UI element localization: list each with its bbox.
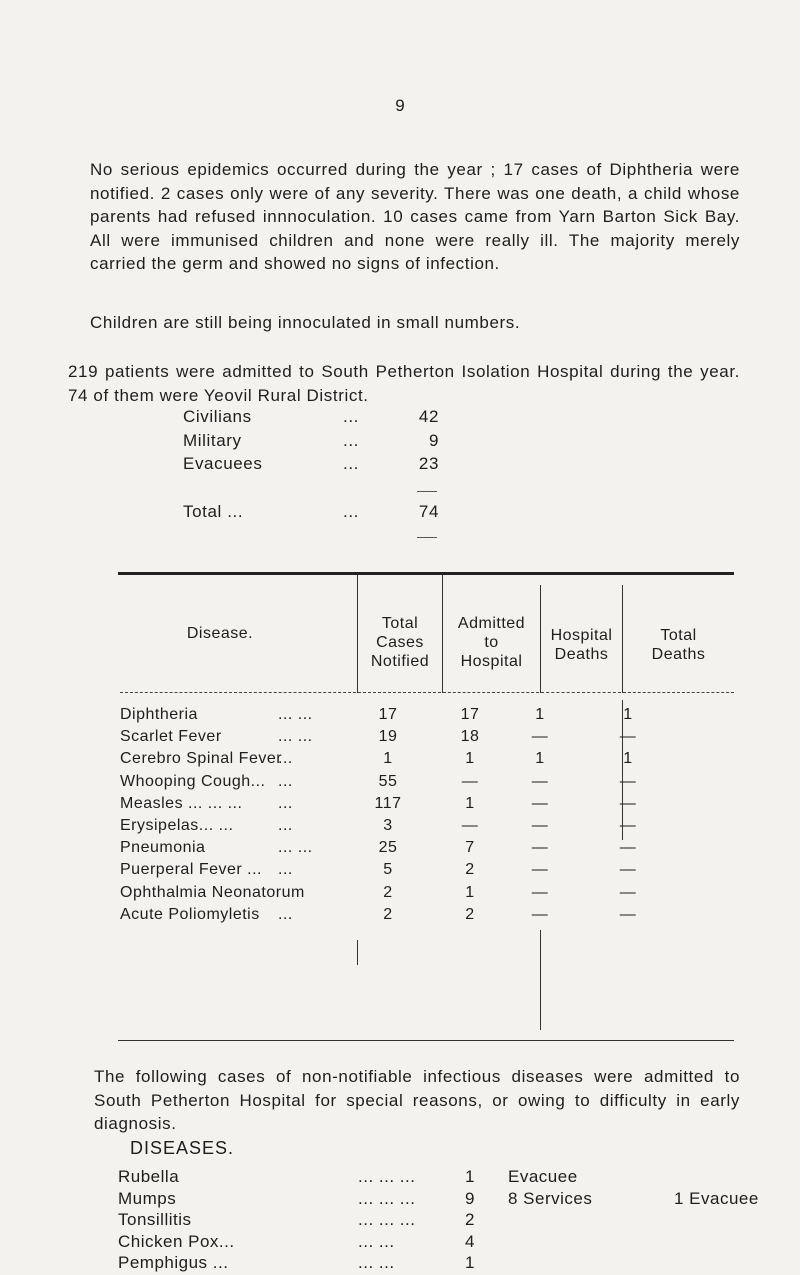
header-line: Total [660, 627, 697, 644]
leader-dots: ... [278, 750, 293, 768]
summary-total-value: 74 [418, 501, 439, 521]
summary-dots: ... [343, 430, 359, 450]
admitted-cell: — [461, 817, 479, 834]
disease-count: 2 [465, 1210, 475, 1230]
summary-label: Military [183, 430, 242, 450]
header-rule [120, 692, 356, 693]
disease-cell: Erysipelas... ... [120, 817, 234, 834]
total-cases-cell: 5 [383, 861, 393, 879]
total-deaths-cell: — [619, 861, 637, 879]
summary-value: 23 [418, 454, 439, 473]
header-total-cases [358, 614, 442, 671]
header-disease [120, 624, 320, 643]
table-row [120, 884, 734, 906]
hospital-deaths-cell: — [531, 794, 549, 812]
hospital-deaths-cell: — [531, 883, 549, 901]
disease-count: 1 [465, 1253, 475, 1273]
disease-note: 8 Services [508, 1188, 593, 1208]
hospital-deaths-cell: — [531, 839, 549, 857]
header-line: Deaths [554, 646, 609, 663]
total-cases-cell: 3 [383, 817, 393, 834]
admitted-cell: 17 [460, 706, 480, 723]
disease-cell: Scarlet Fever [120, 728, 222, 746]
total-cases-cell: 19 [378, 728, 398, 746]
admitted-cell: 2 [465, 861, 475, 879]
list-item [118, 1210, 758, 1232]
total-cases-cell: 117 [374, 794, 402, 812]
total-deaths-cell: — [619, 839, 637, 857]
innoculation-paragraph: Children are still being innoculated in small numbers. [90, 313, 521, 332]
hospital-deaths-cell: 1 [535, 706, 545, 723]
header-line: Hospital [550, 627, 613, 644]
header-admitted [443, 614, 540, 671]
page-number: 9 [395, 96, 405, 115]
header-rule [443, 692, 539, 693]
table-top-rule [118, 572, 734, 575]
disease-cell: Pneumonia [120, 839, 206, 857]
header-line: Notified [370, 653, 430, 670]
admitted-cell: 1 [465, 750, 475, 768]
summary-value: 9 [428, 430, 439, 450]
total-deaths-cell: — [619, 905, 637, 923]
disease-cell: Cerebro Spinal Fever [120, 750, 283, 768]
total-cases-cell: 2 [383, 883, 393, 901]
table-row [120, 839, 734, 861]
table-row [120, 817, 734, 839]
header-hospital-deaths [541, 626, 622, 664]
header-total-deaths [623, 626, 734, 664]
header-disease-text: Disease. [186, 625, 254, 642]
leader-dots: ... ... ... [358, 1188, 416, 1208]
disease-name: Chicken Pox... [118, 1231, 235, 1251]
diseases-title: DISEASES. [130, 1138, 235, 1158]
leader-dots: ... ... [278, 728, 313, 746]
disease-cell: Whooping Cough... [120, 772, 266, 790]
hospital-deaths-cell: — [531, 772, 549, 790]
total-deaths-cell: 1 [623, 706, 633, 723]
table-row [120, 795, 734, 817]
total-cases-cell: 1 [383, 750, 393, 768]
admitted-cell: 18 [460, 728, 480, 746]
hospital-deaths-cell: 1 [535, 750, 545, 768]
disease-name: Mumps [118, 1188, 177, 1208]
column-divider [357, 940, 358, 965]
admissions-paragraph: 219 patients were admitted to South Petherton Isolation Hospital during the year. 74 of them were Yeovil Rural District. [68, 362, 740, 405]
total-cases-cell: 2 [383, 905, 393, 923]
leader-dots: ... ... ... [358, 1210, 416, 1230]
list-item [118, 1189, 758, 1211]
summary-total-label: Total ... [183, 501, 244, 521]
disease-cell: Measles ... ... ... [120, 794, 243, 812]
leader-dots: ... [278, 772, 293, 790]
hospital-deaths-cell: — [531, 817, 549, 834]
header-line: Hospital [460, 653, 523, 670]
total-deaths-cell: — [619, 728, 637, 746]
table-row [120, 861, 734, 883]
non-notifiable-paragraph: The following cases of non-notifiable infectious diseases were admitted to South Petherton Hospital for special reasons, or owing to difficulty in early diagnosis. [94, 1067, 740, 1133]
summary-dots: ... [343, 501, 359, 521]
leader-dots: ... ... [278, 839, 313, 857]
total-underline [417, 537, 437, 538]
summary-dots: ... [343, 454, 359, 473]
disease-cell: Puerperal Fever ... [120, 861, 262, 879]
hospital-deaths-cell: — [531, 905, 549, 923]
disease-count: 4 [465, 1231, 475, 1251]
leader-dots: ... ... ... [358, 1167, 416, 1186]
header-rule [541, 692, 621, 693]
table-row [120, 706, 734, 728]
list-item [118, 1253, 758, 1275]
total-deaths-cell: 1 [623, 750, 633, 768]
disease-note: Evacuee [508, 1167, 578, 1186]
hospital-deaths-cell: — [531, 861, 549, 879]
summary-label: Civilians [183, 407, 252, 426]
header-line: Cases [376, 634, 424, 651]
column-divider [540, 930, 541, 1030]
total-deaths-cell: — [619, 772, 637, 790]
disease-name: Rubella [118, 1167, 180, 1186]
list-item [118, 1232, 758, 1254]
leader-dots: ... [278, 794, 293, 812]
header-line: to [484, 634, 499, 651]
header-line: Total [381, 615, 419, 632]
leader-dots: ... ... [358, 1253, 395, 1273]
total-cases-cell: 55 [378, 772, 398, 790]
admitted-cell: — [461, 772, 479, 790]
disease-count: 1 [465, 1167, 475, 1186]
total-cases-cell: 17 [378, 706, 398, 723]
hospital-deaths-cell: — [531, 728, 549, 746]
disease-cell: Acute Poliomyletis [120, 905, 260, 923]
table-row [120, 906, 734, 928]
table-bottom-rule [118, 1040, 734, 1041]
sum-underline [417, 491, 437, 492]
summary-label: Evacuees [183, 454, 263, 473]
disease-name: Tonsillitis [118, 1210, 192, 1230]
header-line: Admitted [457, 615, 526, 632]
table-row [120, 728, 734, 750]
admitted-cell: 7 [465, 839, 475, 857]
total-deaths-cell: — [619, 794, 637, 812]
leader-dots: ... [278, 905, 293, 923]
table-row [120, 773, 734, 795]
leader-dots: ... ... [278, 706, 313, 723]
total-cases-cell: 25 [378, 839, 398, 857]
disease-cell: Ophthalmia Neonatorum [120, 883, 305, 901]
summary-dots: ... [343, 407, 359, 426]
leader-dots: ... ... [358, 1231, 395, 1251]
admitted-cell: 1 [465, 794, 475, 812]
leader-dots: ... [278, 817, 293, 834]
admitted-cell: 2 [465, 905, 475, 923]
header-rule [623, 692, 734, 693]
total-deaths-cell: — [619, 817, 637, 834]
table-row [120, 750, 734, 772]
leader-dots: ... [278, 861, 293, 879]
total-deaths-cell: — [619, 883, 637, 901]
summary-value: 42 [418, 407, 439, 426]
disease-name: Pemphigus ... [118, 1253, 229, 1273]
admitted-cell: 1 [465, 883, 475, 901]
epidemics-paragraph: No serious epidemics occurred during the year ; 17 cases of Diphtheria were notified. 2 cases only were of any severity. There was one death, a child whose parents had refused innnoculation. 10 cases came from Yarn Barton Sick Bay. All were immunised children and none were really ill. The majority merely carried the germ and showed no signs of infection. [90, 160, 740, 273]
header-rule [358, 692, 441, 693]
disease-extra-note: 1 Evacuee [674, 1188, 759, 1208]
header-line: Deaths [651, 646, 706, 663]
list-item [118, 1167, 758, 1189]
disease-count: 9 [465, 1188, 475, 1208]
disease-cell: Diphtheria [120, 706, 198, 723]
